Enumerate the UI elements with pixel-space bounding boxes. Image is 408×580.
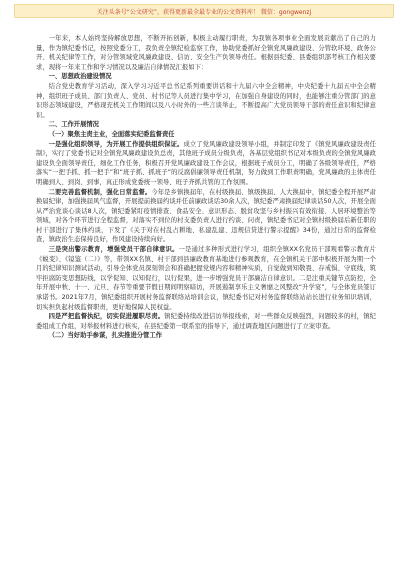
paragraph-body: 今年是乡镇换届年，在村级换届、镇级换届、人大换届中，镇纪委全程开展严肃换届纪律，加强换届风气监督，开展提前换届约谈并任前廉政谈话30余人次，镇纪委严肃换届纪律谈话50人次，开展全面从严治党谈心谈话8人次，镇纪委紧盯疫情排查、食品安全、意识形态、脱贫攻坚与乡村振兴有效衔接、人居环境整治等领域，对各个环节进行全程监督，对落实不到位的村支委负责人进行约谈、问责，镇纪委书记对全镇村级换届后新任职的村干部进行了集体约谈，下发了《关于对在村乱占耕地、私建乱建、违规信贷进行警示提醒》34份，通过日常的监督检查，镇政治生态保持良好，作风建设持续向好。	[36, 188, 377, 244]
discipline-paragraph	[36, 312, 376, 331]
document-body	[36, 34, 376, 341]
paragraph-lead: 三是突出警示教育，增强党员干部自律意识。	[48, 246, 179, 254]
paragraph-body: 一是通过多种形式进行学习，组织全镇XX名党员干部观看警示教育片《蜕变》、《镜鉴（二）》等，带领XX名镇、村干部到县廉政教育基地进行参观教育，在全镇机关干部中积极开展为期一个月的纪律知识测试活动，引导全体党员深刻领会和准确把握党规内容和精神实质，自觉做到知敬畏、存戒惧、守底线，筑牢拒腐防变思想防线，以学促知、以知促行，以行促果，进一步增强党员干部廉洁自律意识。二是注重关键节点防控，全年开展中秋、十一、元旦、春节等重要节假日期间明察暗访，开展遏制享乐主义奢靡之风整改“升学宴”，与全体党员签订承诺书。2021年7月，镇纪委组织开展村务监督联络站培训会议，镇纪委书记对村务监督联络站站长进行业务知识培训，切实担负起村级监督职责，更好地保障人民权益。	[36, 246, 376, 311]
paragraph-lead: 四是严把监督执纪，切实促进履职尽责。	[48, 313, 165, 321]
subsection-heading-1: （一）聚焦主责主业，全面落实纪委监督责任	[48, 130, 175, 138]
org-leadership-paragraph	[36, 140, 376, 188]
subsection-heading-2: （二）当好助手参谋，扎实推进分管工作	[48, 332, 162, 340]
supervision-paragraph	[36, 188, 376, 246]
paragraph-body: 成立了党风廉政建设领导小组，并制定印发了《镇党风廉政建设责任制》，实行了党委书记对全镇党风廉政建设负总责，其他班子成员分级负责，各基层党组织书记对本级负责的全镇党风廉政建设负全面领导责任，细化工作任务，积极召开党风廉政建设工作会议，根据班子成员分工，明确了各级领导责任，严格落实“一把手抓、抓一把手”和“班子抓、抓班子”的反腐倡廉领导责任机制，努力做到工作职责明确，党风廉政的主体责任明确到人、到岗、到事，真正形成党委统一领导、班子齐抓共管的工作氛围。	[36, 140, 376, 186]
warning-education-paragraph	[36, 245, 376, 312]
paragraph-body: 镇纪委持续改进信访举报线索，对一些群众反映强烈，问题较多的村，镇纪委组成工作组，对举报材料进行核实，在县纪委第一联系室的指导下，通过调查地区问题进行了立案审查。	[36, 313, 376, 330]
intro-paragraph: 一年来，本人始终坚持解放思想，不断开拓创新，积极主动履行职责，为我镇各项事业全面发展贡献出了自己的力量，作为镇纪委书记，按照党委分工，我负责全镇纪检监察工作，协助党委抓好全镇党风廉政建设、分管软环境、政务公开、机关纪律等工作，对分管领域党风廉政建设、信访、安全生产负领导责任。根据县纪委、县委组织部考核工作相关要求，现将一年来工作和学习情况以及廉洁自律情况汇报如下：	[36, 35, 376, 71]
paragraph-lead: 二要完善监督机制，强化日常监督。	[48, 188, 152, 196]
promo-banner-text: 关注头条号“公文研究”，获得更新最全最专业的公文资料库！ 微信：gongwenzj	[96, 8, 312, 16]
paragraph-lead: 一是强化组织领导，为开展工作提供组织保证。	[48, 140, 184, 148]
section-heading-1: 一、思想政治建设情况	[48, 73, 112, 81]
political-building-paragraph: 结合党史教育学习活动，深入学习习近平总书记系列重要讲话和十九届六中全会精神，中央纪委十九届五中全会精神，组织班子成员、部门负责人、党员、村书记等人员进行集中学习，在加强自身建设的同时，也能够注重分管部门的意识形态领域建设，严格现充机关工作期间以及八小时外的一些言谈举止，不断提高广大党员领导干部的责任意识和纪律意识。	[36, 82, 376, 119]
promo-banner[interactable]	[14, 4, 394, 18]
section-heading-2: 二、工作开展情况	[48, 121, 99, 129]
